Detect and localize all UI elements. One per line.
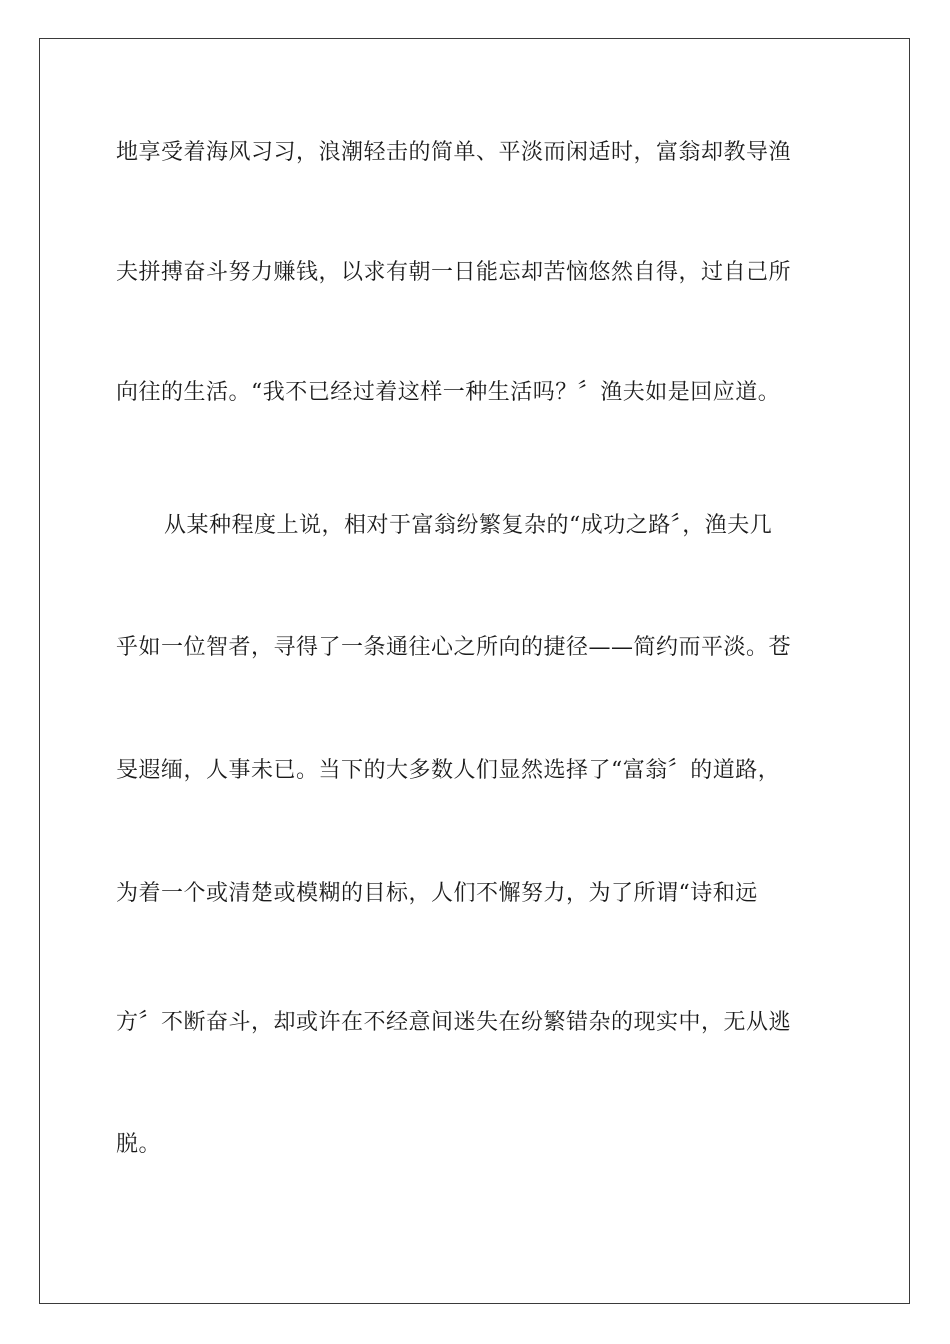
paragraph-line: 夫拼搏奋斗努力赚钱，以求有朝一日能忘却苦恼悠然自得，过自己所: [116, 260, 792, 285]
paragraph-line: 方〞不断奋斗，却或许在不经意间迷失在纷繁错杂的现实中，无从逃: [116, 1010, 792, 1035]
paragraph-line: 从某种程度上说，相对于富翁纷繁复杂的“成功之路〞，渔夫几: [164, 513, 773, 538]
paragraph-line: 地享受着海风习习，浪潮轻击的简单、平淡而闲适时，富翁却教导渔: [116, 140, 792, 165]
paragraph-line: 脱。: [116, 1132, 162, 1157]
paragraph-line: 为着一个或清楚或模糊的目标，人们不懈努力，为了所谓“诗和远: [116, 881, 758, 906]
paragraph-line: 旻遐缅，人事未已。当下的大多数人们显然选择了“富翁〞的道路，: [116, 758, 781, 783]
paragraph-line: 乎如一位智者，寻得了一条通往心之所向的捷径——简约而平淡。苍: [116, 635, 792, 660]
page-border: [39, 38, 910, 1304]
paragraph-line: 向往的生活。“我不已经过着这样一种生活吗？〞渔夫如是回应道。: [116, 380, 781, 405]
